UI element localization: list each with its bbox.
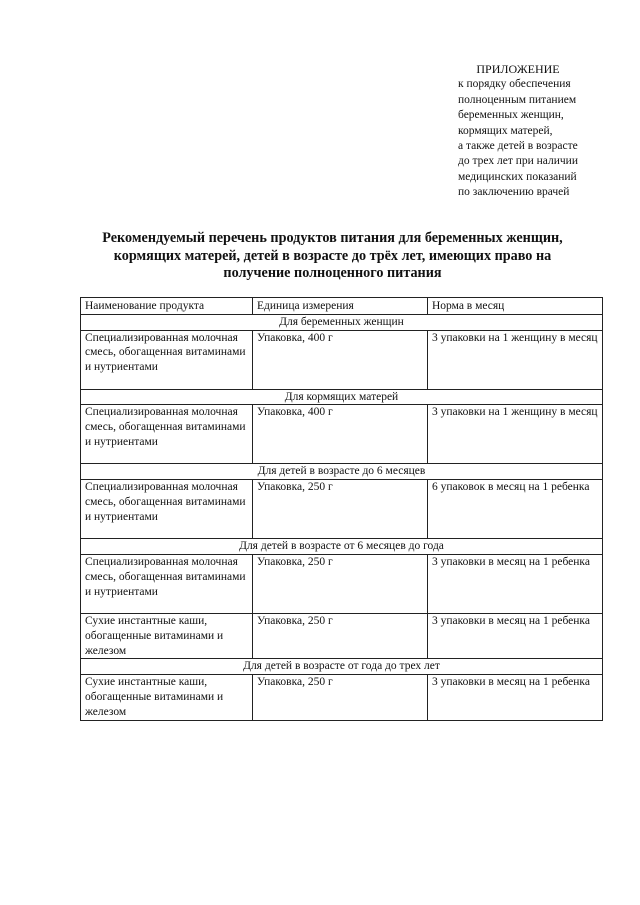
- norm-cell: 3 упаковки в месяц на 1 ребенка: [428, 554, 603, 613]
- table-row: [81, 405, 603, 464]
- section-title: Для детей в возрасте до 6 месяцев: [81, 464, 603, 480]
- appendix-line: а также детей в возрасте: [458, 140, 578, 153]
- section-row: [81, 539, 603, 555]
- header-norm: Норма в месяц: [428, 298, 603, 315]
- section-row: [81, 659, 603, 675]
- section-title: Для беременных женщин: [81, 314, 603, 330]
- appendix-line: беременных женщин,: [458, 109, 564, 122]
- norm-cell: 6 упаковок в месяц на 1 ребенка: [428, 480, 603, 539]
- product-cell: Сухие инстантные каши, обогащенные витаминами и железом: [81, 675, 253, 720]
- table-row: [81, 675, 603, 720]
- title-line: Рекомендуемый перечень продуктов питания для беременных женщин,: [102, 230, 563, 246]
- table-row: [81, 330, 603, 389]
- product-cell: Специализированная молочная смесь, обогащенная витаминами и нутриентами: [81, 405, 253, 464]
- appendix-block: [458, 62, 633, 201]
- unit-cell: Упаковка, 250 г: [253, 554, 428, 613]
- appendix-line: до трех лет при наличии: [458, 155, 578, 168]
- unit-cell: Упаковка, 400 г: [253, 330, 428, 389]
- appendix-title: ПРИЛОЖЕНИЕ: [476, 62, 560, 76]
- unit-cell: Упаковка, 250 г: [253, 675, 428, 720]
- header-row: [81, 298, 603, 315]
- header-product: Наименование продукта: [81, 298, 253, 315]
- title-line: кормящих матерей, детей в возрасте до трёх лет, имеющих право на: [113, 247, 552, 264]
- section-row: [81, 464, 603, 480]
- header-unit: Единица измерения: [253, 298, 428, 315]
- appendix-line: кормящих матерей,: [458, 124, 553, 137]
- table-row: [81, 613, 603, 658]
- table-row: [81, 480, 603, 539]
- table-row: [81, 554, 603, 613]
- product-cell: Сухие инстантные каши, обогащенные витаминами и железом: [81, 613, 253, 658]
- unit-cell: Упаковка, 250 г: [253, 613, 428, 658]
- appendix-line: полноценным питанием: [458, 93, 577, 106]
- norm-cell: 3 упаковки в месяц на 1 ребенка: [428, 613, 603, 658]
- norm-cell: 3 упаковки на 1 женщину в месяц: [428, 330, 603, 389]
- section-row: [81, 389, 603, 405]
- appendix-line: по заключению врачей: [458, 186, 570, 199]
- norm-cell: 3 упаковки в месяц на 1 ребенка: [428, 675, 603, 720]
- section-row: [81, 314, 603, 330]
- norm-cell: 3 упаковки на 1 женщину в месяц: [428, 405, 603, 464]
- section-title: Для детей в возрасте от 6 месяцев до года: [81, 539, 603, 555]
- unit-cell: Упаковка, 400 г: [253, 405, 428, 464]
- product-cell: Специализированная молочная смесь, обогащенная витаминами и нутриентами: [81, 330, 253, 389]
- document-title: [70, 230, 595, 283]
- section-title: Для кормящих матерей: [81, 389, 603, 405]
- product-cell: Специализированная молочная смесь, обогащенная витаминами и нутриентами: [81, 480, 253, 539]
- title-line: получение полноценного питания: [223, 265, 442, 281]
- appendix-line: к порядку обеспечения: [458, 78, 571, 91]
- appendix-line: медицинских показаний: [458, 170, 577, 183]
- section-title: Для детей в возрасте от года до трех лет: [81, 659, 603, 675]
- unit-cell: Упаковка, 250 г: [253, 480, 428, 539]
- product-cell: Специализированная молочная смесь, обогащенная витаминами и нутриентами: [81, 554, 253, 613]
- products-table: [80, 297, 603, 721]
